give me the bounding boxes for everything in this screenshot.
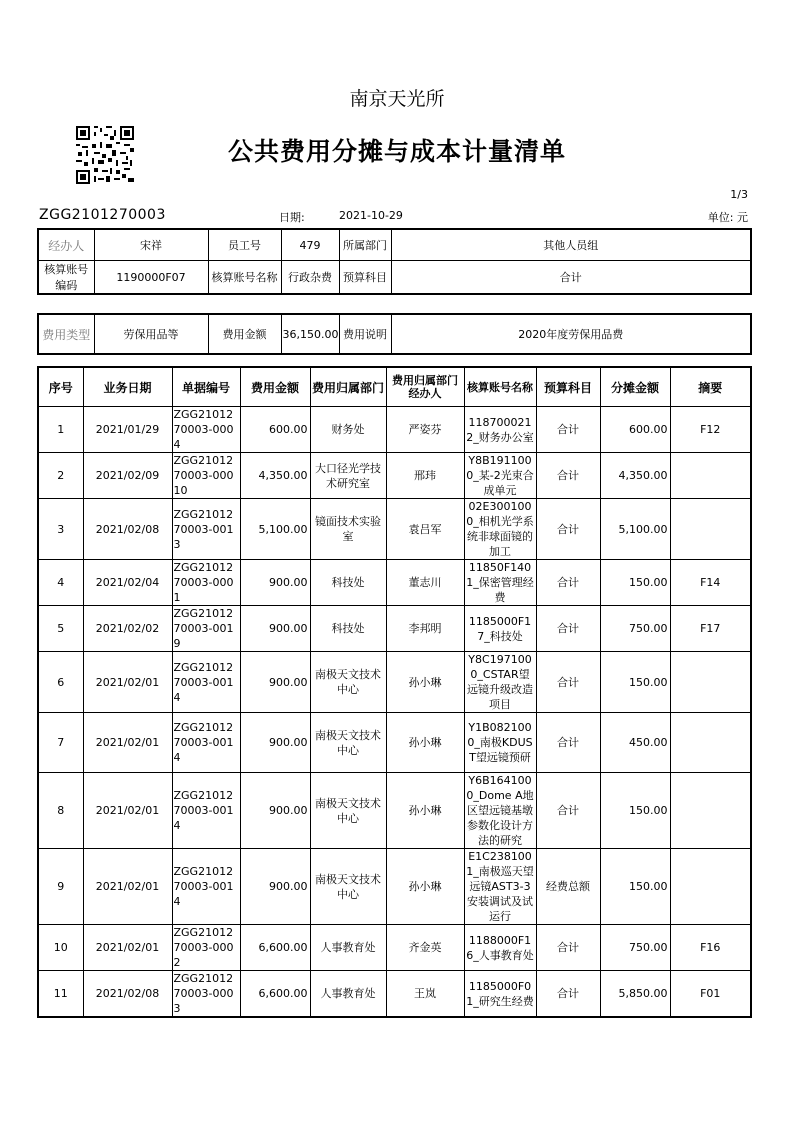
row-account-name: Y6B1641000_Dome A地区望远镜基墩参数化设计方法的研究 — [464, 773, 536, 849]
row-amount: 900.00 — [240, 652, 310, 713]
row-handler: 邢玮 — [386, 453, 464, 499]
fee-description-label: 费用说明 — [339, 314, 391, 354]
row-account-name: Y1B0821000_南极KDUST望远镜预研 — [464, 713, 536, 773]
header-share: 分摊金额 — [600, 367, 670, 407]
row-handler: 李邦明 — [386, 606, 464, 652]
row-seq: 2 — [38, 453, 83, 499]
row-seq: 1 — [38, 407, 83, 453]
date-label: 日期: — [279, 211, 305, 224]
department-label: 所属部门 — [339, 229, 391, 261]
employee-no-label: 员工号 — [208, 229, 281, 261]
row-dept: 人事教育处 — [310, 971, 386, 1018]
department-value: 其他人员组 — [391, 229, 751, 261]
header-account-name: 核算账号名称 — [464, 367, 536, 407]
row-handler: 孙小琳 — [386, 652, 464, 713]
fee-description-value: 2020年度劳保用品费 — [391, 314, 751, 354]
row-account-name: 1187000212_财务办公室 — [464, 407, 536, 453]
row-dept: 大口径光学技术研究室 — [310, 453, 386, 499]
row-budget: 合计 — [536, 971, 600, 1018]
organization-name: 南京天光所 — [349, 88, 445, 110]
row-budget: 合计 — [536, 652, 600, 713]
header-bill-no: 单据编号 — [172, 367, 240, 407]
row-budget: 经费总额 — [536, 849, 600, 925]
page-number: 1/3 — [730, 188, 748, 201]
row-account-name: 1185000F01_研究生经费 — [464, 971, 536, 1018]
row-seq: 11 — [38, 971, 83, 1018]
row-dept: 科技处 — [310, 560, 386, 606]
document-number: ZGG2101270003 — [39, 207, 166, 223]
row-date: 2021/02/01 — [83, 652, 172, 713]
row-amount: 900.00 — [240, 560, 310, 606]
row-amount: 5,100.00 — [240, 499, 310, 560]
header-amount: 费用金额 — [240, 367, 310, 407]
table-row — [38, 606, 751, 652]
row-budget: 合计 — [536, 499, 600, 560]
row-seq: 8 — [38, 773, 83, 849]
row-dept: 科技处 — [310, 606, 386, 652]
row-date: 2021/02/01 — [83, 925, 172, 971]
row-budget: 合计 — [536, 606, 600, 652]
header-budget: 预算科目 — [536, 367, 600, 407]
row-account-name: Y8B1911000_某-2光束合成单元 — [464, 453, 536, 499]
row-dept: 南极天文技术中心 — [310, 652, 386, 713]
table-row — [38, 849, 751, 925]
row-memo — [670, 713, 751, 773]
handler-label: 经办人 — [38, 229, 94, 261]
table-row — [38, 407, 751, 453]
row-seq: 4 — [38, 560, 83, 606]
row-account-name: 02E3001000_相机光学系统非球面镜的加工 — [464, 499, 536, 560]
row-share: 4,350.00 — [600, 453, 670, 499]
table-row — [38, 971, 751, 1018]
row-budget: 合计 — [536, 713, 600, 773]
row-date: 2021/02/08 — [83, 971, 172, 1018]
row-seq: 7 — [38, 713, 83, 773]
row-memo — [670, 849, 751, 925]
row-bill-no: ZGG2101270003-0019 — [172, 606, 240, 652]
row-bill-no: ZGG2101270003-0014 — [172, 849, 240, 925]
row-date: 2021/02/04 — [83, 560, 172, 606]
row-bill-no: ZGG2101270003-0004 — [172, 407, 240, 453]
row-dept: 南极天文技术中心 — [310, 849, 386, 925]
row-seq: 3 — [38, 499, 83, 560]
header-date: 业务日期 — [83, 367, 172, 407]
row-share: 150.00 — [600, 849, 670, 925]
row-dept: 南极天文技术中心 — [310, 713, 386, 773]
row-share: 5,850.00 — [600, 971, 670, 1018]
row-share: 150.00 — [600, 652, 670, 713]
row-date: 2021/02/01 — [83, 849, 172, 925]
row-date: 2021/02/01 — [83, 773, 172, 849]
header-dept-handler: 费用归属部门经办人 — [386, 367, 464, 407]
row-date: 2021/02/01 — [83, 713, 172, 773]
row-share: 5,100.00 — [600, 499, 670, 560]
row-bill-no: ZGG2101270003-0003 — [172, 971, 240, 1018]
table-row — [38, 652, 751, 713]
header-seq: 序号 — [38, 367, 83, 407]
account-name-label: 核算账号名称 — [208, 261, 281, 295]
fee-type-value: 劳保用品等 — [94, 314, 208, 354]
fee-info-table — [37, 313, 752, 355]
row-dept: 南极天文技术中心 — [310, 773, 386, 849]
row-budget: 合计 — [536, 925, 600, 971]
row-memo: F12 — [670, 407, 751, 453]
row-amount: 900.00 — [240, 849, 310, 925]
row-bill-no: ZGG2101270003-0014 — [172, 713, 240, 773]
account-name-value: 行政杂费 — [281, 261, 339, 295]
row-handler: 孙小琳 — [386, 773, 464, 849]
row-budget: 合计 — [536, 560, 600, 606]
row-seq: 5 — [38, 606, 83, 652]
header-memo: 摘要 — [670, 367, 751, 407]
row-budget: 合计 — [536, 773, 600, 849]
currency-unit: 单位: 元 — [707, 211, 748, 224]
row-memo — [670, 773, 751, 849]
row-budget: 合计 — [536, 453, 600, 499]
row-bill-no: ZGG2101270003-0013 — [172, 499, 240, 560]
row-account-name: 1188000F16_人事教育处 — [464, 925, 536, 971]
row-amount: 600.00 — [240, 407, 310, 453]
row-memo: F01 — [670, 971, 751, 1018]
row-account-name: Y8C1971000_CSTAR望远镜升级改造项目 — [464, 652, 536, 713]
table-row — [38, 713, 751, 773]
row-date: 2021/02/09 — [83, 453, 172, 499]
row-amount: 900.00 — [240, 713, 310, 773]
row-memo — [670, 453, 751, 499]
fee-amount-label: 费用金额 — [208, 314, 281, 354]
row-handler: 孙小琳 — [386, 713, 464, 773]
row-memo — [670, 652, 751, 713]
row-date: 2021/01/29 — [83, 407, 172, 453]
header-dept: 费用归属部门 — [310, 367, 386, 407]
row-amount: 900.00 — [240, 773, 310, 849]
row-share: 450.00 — [600, 713, 670, 773]
row-share: 750.00 — [600, 606, 670, 652]
table-row — [38, 925, 751, 971]
row-seq: 9 — [38, 849, 83, 925]
row-date: 2021/02/02 — [83, 606, 172, 652]
row-memo: F16 — [670, 925, 751, 971]
account-code-value: 1190000F07 — [94, 261, 208, 295]
row-share: 150.00 — [600, 560, 670, 606]
row-bill-no: ZGG2101270003-0014 — [172, 773, 240, 849]
table-row — [38, 773, 751, 849]
handler-info-table — [37, 228, 752, 295]
row-amount: 6,600.00 — [240, 971, 310, 1018]
row-share: 150.00 — [600, 773, 670, 849]
row-amount: 4,350.00 — [240, 453, 310, 499]
row-memo: F14 — [670, 560, 751, 606]
table-row — [38, 499, 751, 560]
allocation-table — [37, 366, 752, 1018]
row-account-name: E1C2381001_南极巡天望远镜AST3-3安装调试及试运行 — [464, 849, 536, 925]
row-bill-no: ZGG2101270003-00010 — [172, 453, 240, 499]
row-account-name: 1185000F17_科技处 — [464, 606, 536, 652]
row-handler: 董志川 — [386, 560, 464, 606]
budget-label: 预算科目 — [339, 261, 391, 295]
fee-type-label: 费用类型 — [38, 314, 94, 354]
row-bill-no: ZGG2101270003-0002 — [172, 925, 240, 971]
row-account-name: 11850F1401_保密管理经费 — [464, 560, 536, 606]
table-row — [38, 453, 751, 499]
row-budget: 合计 — [536, 407, 600, 453]
row-handler: 王岚 — [386, 971, 464, 1018]
table-row — [38, 560, 751, 606]
row-amount: 900.00 — [240, 606, 310, 652]
handler-value: 宋祥 — [94, 229, 208, 261]
fee-amount-value: 36,150.00 — [281, 314, 339, 354]
row-memo: F17 — [670, 606, 751, 652]
row-seq: 6 — [38, 652, 83, 713]
row-handler: 严姿芬 — [386, 407, 464, 453]
row-bill-no: ZGG2101270003-0014 — [172, 652, 240, 713]
row-memo — [670, 499, 751, 560]
row-seq: 10 — [38, 925, 83, 971]
row-dept: 人事教育处 — [310, 925, 386, 971]
budget-value: 合计 — [391, 261, 751, 295]
row-handler: 齐金英 — [386, 925, 464, 971]
account-code-label: 核算账号编码 — [38, 261, 94, 295]
row-bill-no: ZGG2101270003-0001 — [172, 560, 240, 606]
table-header-row — [38, 367, 751, 407]
document-title: 公共费用分摊与成本计量清单 — [227, 137, 566, 166]
row-dept: 镜面技术实验室 — [310, 499, 386, 560]
document-date: 2021-10-29 — [339, 209, 403, 222]
row-handler: 孙小琳 — [386, 849, 464, 925]
row-share: 750.00 — [600, 925, 670, 971]
row-handler: 袁吕军 — [386, 499, 464, 560]
employee-no-value: 479 — [281, 229, 339, 261]
row-amount: 6,600.00 — [240, 925, 310, 971]
row-share: 600.00 — [600, 407, 670, 453]
row-dept: 财务处 — [310, 407, 386, 453]
row-date: 2021/02/08 — [83, 499, 172, 560]
